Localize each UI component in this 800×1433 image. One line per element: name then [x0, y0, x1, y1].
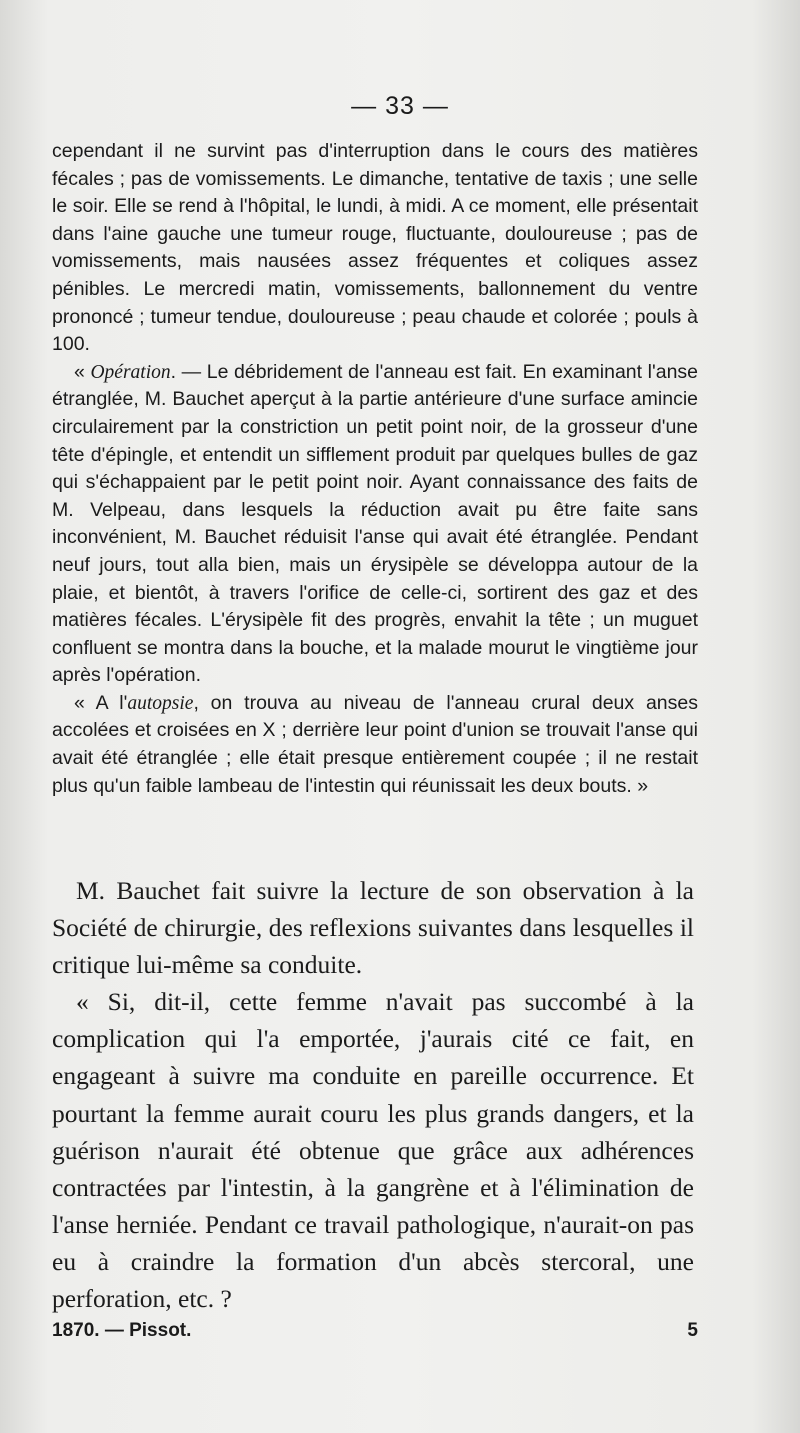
quote-paragraph-text: , on trouva au niveau de l'anneau crural deux anses accolées et croisées en X ; derrière leur point d'union se trouvait l'anse qui avait été étranglée ; elle était presque entièrement coupée ; il ne restait plus qu'un faible lambeau de l'intestin qui réunissait les deux bouts. » — [52, 691, 698, 797]
quote-paragraph — [52, 138, 698, 359]
quote-paragraph — [52, 359, 698, 690]
quote-paragraph-lead: « — [74, 360, 91, 383]
quote-paragraph-text: . — Le débridement de l'anneau est fait. En examinant l'anse étranglée, M. Bauchet aperçut à la partie antérieure d'une surface amincie circulairement par la constriction un petit point noir, de la grosseur d'une tête d'épingle, et entendit un sifflement produit par quelques bulles de gaz qui s'échappaient par le petit point noir. Ayant connaissance des faits de M. Velpeau, dans lesquels la réduction avait pu être faite sans inconvénient, M. Bauchet réduisit l'anse qui avait été étranglée. Pendant neuf jours, tout alla bien, mais un érysipèle se développa autour de la plaie, et bientôt, à travers l'orifice de celle-ci, sortirent des gaz et des matières fécales. L'érysipèle fit des progrès, envahit la tête ; un muguet confluent se montra dans la bouche, et la malade mourut le vingtième jour après l'opération. — [52, 360, 699, 687]
imprint-line: 1870. — Pissot. — [52, 1320, 192, 1341]
signature-mark: 5 — [687, 1320, 698, 1341]
quote-paragraph-italic: Opération — [90, 361, 171, 383]
quote-paragraph — [52, 690, 698, 800]
body-paragraph: M. Bauchet fait suivre la lecture de son observation à la Société de chirurgie, des reflexions suivantes dans lesquelles il critique lui-même sa conduite. — [52, 876, 694, 980]
page-footer — [52, 1320, 698, 1342]
case-report-quote — [52, 138, 698, 800]
page-number: — 33 — — [351, 92, 449, 120]
main-body-text — [52, 872, 694, 1317]
quote-paragraph-italic: autopsie — [127, 692, 194, 714]
quote-paragraph-text: cependant il ne survint pas d'interruption dans le cours des matières fécales ; pas de vomissements. Le dimanche, tentative de taxis ; une selle le soir. Elle se rend à l'hôpital, le lundi, à midi. A ce moment, elle présentait dans l'aine gauche une tumeur rouge, fluctuante, douloureuse ; pas de vomissements, mais nausées assez fréquentes et coliques assez pénibles. Le mercredi matin, vomissements, ballonnement du ventre prononcé ; tumeur tendue, douloureuse ; peau chaude et colorée ; pouls à 100. — [52, 140, 698, 356]
body-paragraph: « Si, dit-il, cette femme n'avait pas succombé à la complication qui l'a emportée, j'aurais cité ce fait, en engageant à suivre ma conduite en pareille occurrence. Et pourtant la femme aurait couru les plus grands dangers, et la guérison n'aurait été obtenue que grâce aux adhérences contractées par l'intestin, à la gangrène et à l'élimination de l'anse herniée. Pendant ce travail pathologique, n'aurait-on pas eu à craindre la formation d'un abcès stercoral, une perforation, etc. ? — [52, 987, 694, 1314]
quote-paragraph-lead: « A l' — [74, 691, 128, 714]
